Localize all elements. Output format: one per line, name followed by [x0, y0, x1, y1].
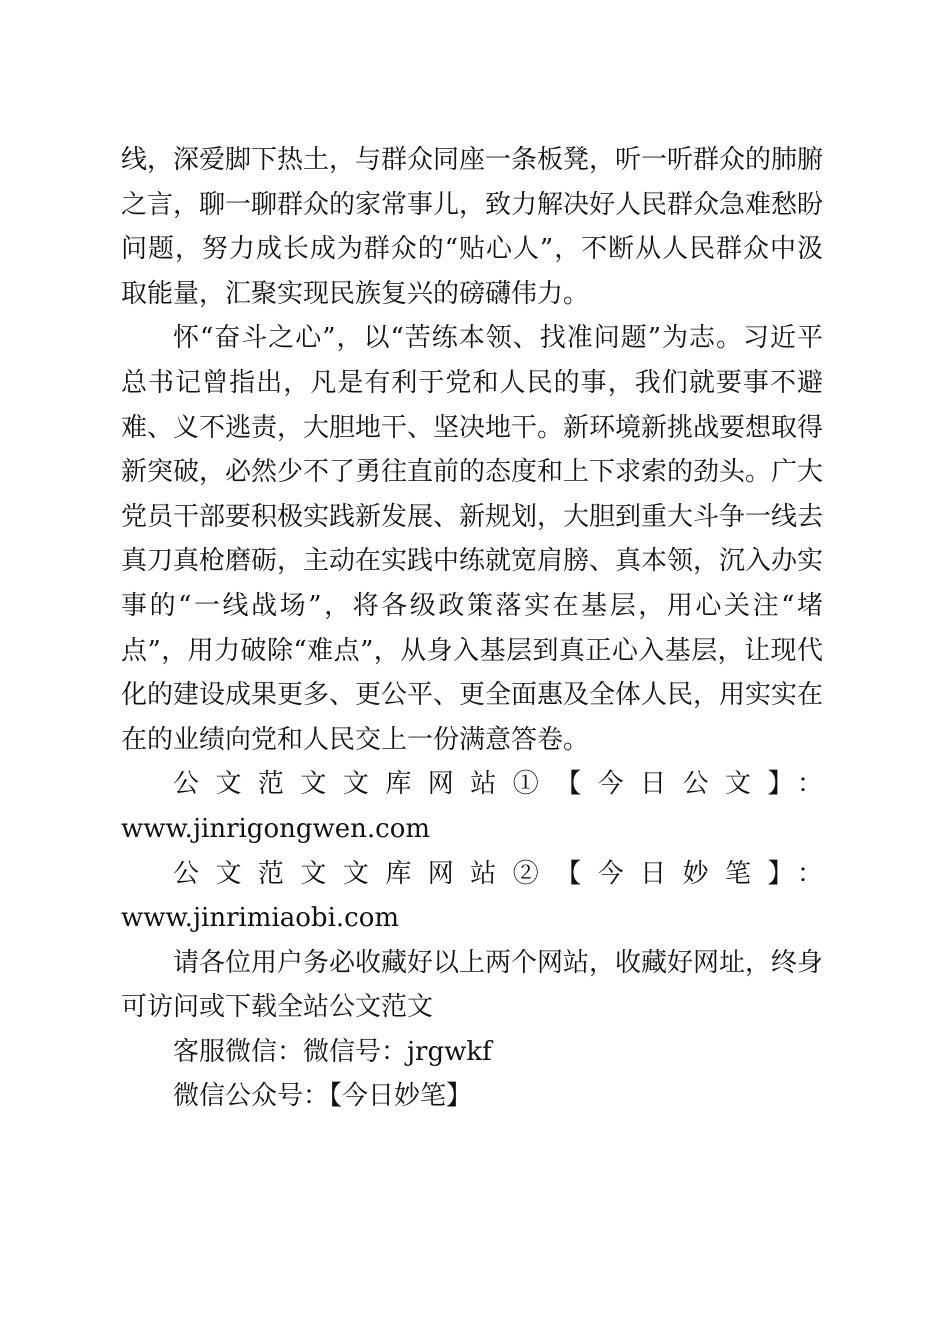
body-paragraph-struggle: 怀“奋斗之心”，以“苦练本领、找准问题”为志。习近平总书记曾指出，凡是有利于党和人民的事，我们就要事不避难、义不逃责，大胆地干、坚决地干。新环境新挑战要想取得新突破，必然少不了勇往直前的态度和上下求索的劲头。广大党员干部要积极实践新发展、新规划，大胆到重大斗争一线去真刀真枪磨砺，主动在实践中练就宽肩膀、真本领，沉入办实事的“一线战场”，将各级政策落实在基层，用心关注“堵点”，用力破除“难点”，从身入基层到真正心入基层，让现代化的建设成果更多、更公平、更全面惠及全体人民，用实实在在的业绩向党和人民交上一份满意答卷。: [121, 323, 824, 755]
footer-wechat-official: 微信公众号：【今日妙笔】: [173, 1081, 473, 1112]
footer-site1-url: www.jinrigongwen.com: [121, 813, 431, 844]
footer-wechat-service: 客服微信：微信号：jrgwkf: [173, 1036, 492, 1067]
footer-site2-line: 公文范文文库网站②【今日妙笔】：www.jinrimiaobi.com: [121, 858, 823, 934]
footer-site1-label: 公文范文文库网站①【今日公文】：: [173, 769, 823, 800]
document-page: [121, 138, 823, 1119]
body-paragraph-continued: 线，深爱脚下热土，与群众同座一条板凳，听一听群众的肺腑之言，聊一聊群众的家常事儿，致力解决好人民群众急难愁盼问题，努力成长成为群众的“贴心人”，不断从人民群众中汲取能量，汇聚实现民族复兴的磅礴伟力。: [121, 145, 824, 309]
footer-bookmark-notice: 请各位用户务必收藏好以上两个网站，收藏好网址，终身可访问或下载全站公文范文: [121, 947, 824, 1023]
